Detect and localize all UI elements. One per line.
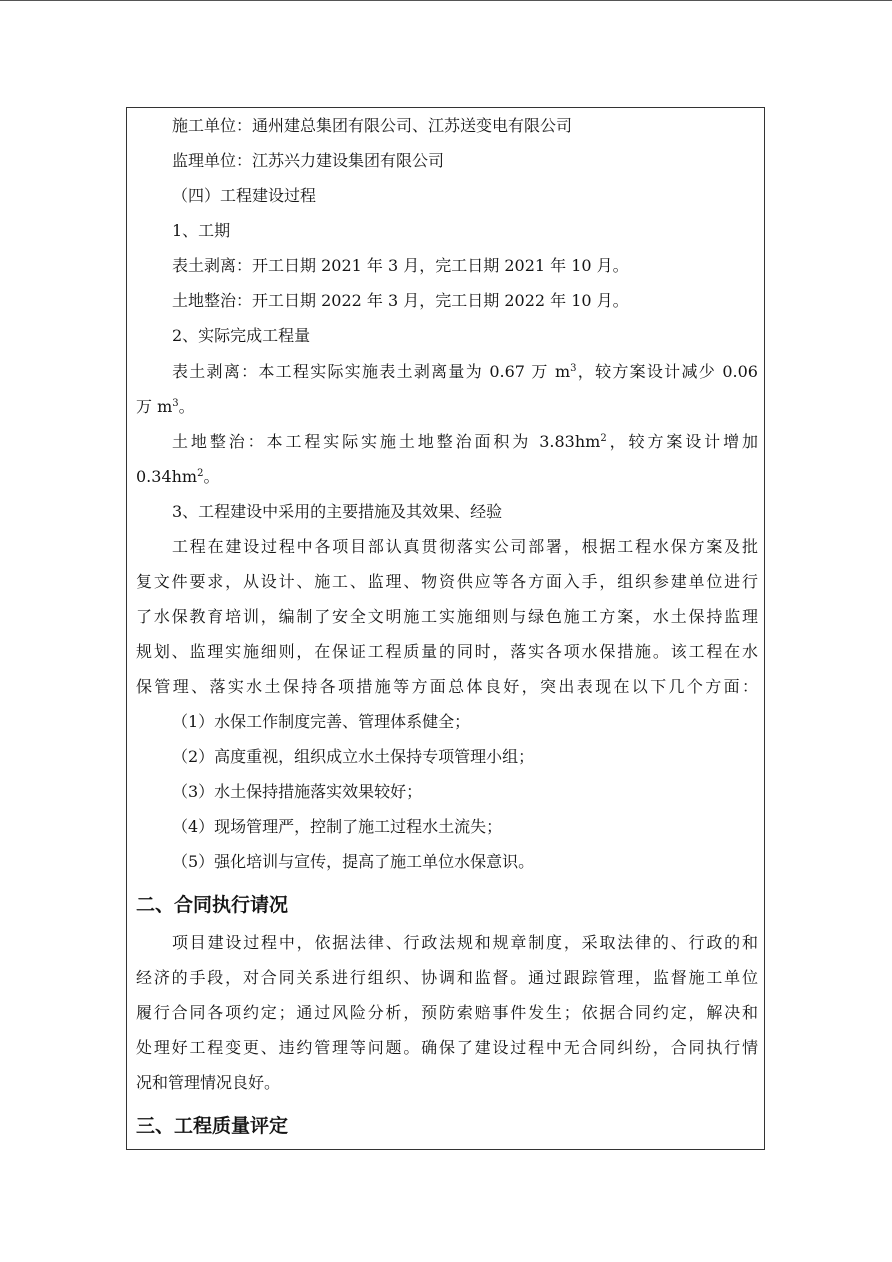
period-topsoil-line: 表土剥离：开工日期 2021 年 3 月，完工日期 2021 年 10 月。 [172, 256, 629, 275]
measures-para-line: 工程在建设过程中各项目部认真贯彻落实公司部署，根据工程水保方案及批 [172, 537, 758, 556]
measure-point: （1）水保工作制度完善、管理体系健全； [172, 712, 471, 731]
heading-quality-evaluation: 三、工程质量评定 [136, 1115, 289, 1137]
qty-land-line-1: 土地整治：本工程实际实施土地整治面积为 $3.83hm^2$，较方案设计增加 [172, 432, 758, 451]
contract-para-line: 经济的手段，对合同关系进行组织、协调和监督。通过跟踪管理，监督施工单位 [136, 968, 758, 987]
qty-land-line-2: $0.34hm^2$。 [136, 467, 220, 486]
measure-point: （3）水土保持措施落实效果较好； [172, 782, 423, 801]
period-land-line: 土地整治：开工日期 2022 年 3 月，完工日期 2022 年 10 月。 [172, 291, 629, 310]
supervision-unit-line: 监理单位：江苏兴力建设集团有限公司 [172, 151, 445, 170]
measure-point: （5）强化培训与宣传，提高了施工单位水保意识。 [172, 852, 535, 871]
contract-para-line: 处理好工程变更、违约管理等问题。确保了建设过程中无合同纠纷，合同执行情 [136, 1038, 758, 1057]
item-3-title: 3、工程建设中采用的主要措施及其效果、经验 [172, 502, 503, 521]
contract-para-line: 履行合同各项约定；通过风险分析，预防索赔事件发生；依据合同约定，解决和 [136, 1003, 758, 1022]
item-2-title: 2、实际完成工程量 [172, 326, 311, 345]
measures-para-line: 规划、监理实施细则，在保证工程质量的同时，落实各项水保措施。该工程在水 [136, 642, 758, 661]
item-1-title: 1、工期 [172, 221, 231, 240]
heading-contract-execution: 二、合同执行请况 [136, 894, 289, 916]
contract-para-line: 况和管理情况良好。 [136, 1073, 281, 1092]
construction-unit-line: 施工单位：通州建总集团有限公司、江苏送变电有限公司 [172, 116, 573, 135]
measure-point: （4）现场管理严，控制了施工过程水土流失； [172, 817, 503, 836]
contract-para-line: 项目建设过程中，依据法律、行政法规和规章制度，采取法律的、行政的和 [172, 933, 758, 952]
measures-para-line: 保管理、落实水土保持各项措施等方面总体良好，突出表现在以下几个方面： [136, 677, 758, 696]
measures-para-line: 复文件要求，从设计、施工、监理、物资供应等各方面入手，组织参建单位进行 [136, 572, 758, 591]
qty-topsoil-line-2: 万 $m^3$。 [136, 397, 195, 416]
measure-point: （2）高度重视，组织成立水土保持专项管理小组； [172, 747, 535, 766]
measures-para-line: 了水保教育培训，编制了安全文明施工实施细则与绿色施工方案，水土保持监理 [136, 607, 758, 626]
top-edge-rule [0, 0, 892, 1]
qty-topsoil-line-1: 表土剥离：本工程实际实施表土剥离量为 0.67 万 $m^3$，较方案设计减少 0.06 [172, 362, 758, 381]
section-4-title: （四）工程建设过程 [172, 186, 317, 205]
